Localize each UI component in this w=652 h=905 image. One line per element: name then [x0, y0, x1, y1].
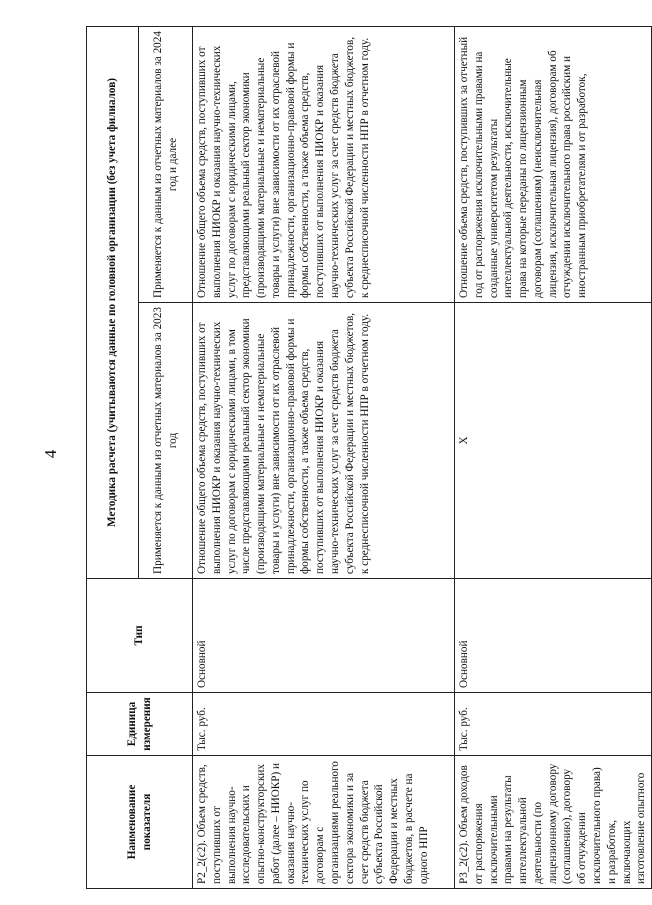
methodology-table	[86, 26, 652, 889]
row-type: Основной	[455, 579, 652, 693]
row-method-2024: Отношение общего объема средств, поступивших от выполнения НИОКР и оказания научно-технических услуг по договорам с юридическими лицами, представляющими реальный сектор экономики (производящими материальные и нематериальные товары и услуги) вне зависимости от их отраслевой принадлежности, организационно-правовой формы и формы собственности, а также объема средств, поступивших от выполнения НИОКР и оказания научно-технических услуг за счет средств бюджета субъекта Российской Федерации и местных бюджетов, к среднесписочной численности НПР в отчетном году.	[193, 26, 455, 302]
row-unit: Тыс. руб.	[455, 693, 652, 756]
row-method-2024: Отношение объема средств, поступивших за отчетный год от распоряжения исключительными правами на созданные университетом результаты интеллектуальной деятельности, исключительные права на которые переданы по лицензионным договорам (соглашениям) (неисключительная лицензия, исключительная лицензия), договорам об отчуждении исключительного права российским и иностранным приобретателям и от разработок,	[455, 26, 652, 302]
table-row	[193, 26, 455, 888]
row-type: Основной	[193, 579, 455, 693]
header-unit: Единица измерения	[87, 693, 193, 756]
row-method-2023: X	[455, 303, 652, 579]
header-2023: Применяется к данным из отчетных материалов за 2023 год	[139, 303, 193, 579]
header-method: Методика расчета (учитываются данные по головной организации (без учета филиалов)	[87, 26, 139, 578]
table-row	[455, 26, 652, 888]
header-name: Наименование показателя	[87, 756, 193, 889]
page-number: 4	[41, 449, 60, 459]
header-2024: Применяется к данным из отчетных материалов за 2024 год и далее	[139, 26, 193, 302]
row-name: Р2_2(с2). Объем средств, поступивших от выполнения научно-исследовательских и опытно-конструкторских работ (далее – НИОКР) и оказания научно-технических услуг по договорам с организациями реального сектора экономики и за счет средств бюджета субъекта Российской Федерации и местных бюджетов, в расчете на одного НПР	[193, 756, 455, 889]
rotated-table-page	[86, 27, 648, 889]
header-row	[87, 26, 139, 888]
row-method-2023: Отношение общего объема средств, поступивших от выполнения НИОКР и оказания научно-технических услуг по договорам с юридическими лицами, в том числе представляющими реальный сектор экономики (производящими материальные и нематериальные товары и услуги) вне зависимости от их отраслевой принадлежности, организационно-правовой формы и формы собственности, а также объема средств, поступивших от выполнения НИОКР и оказания научно-технических услуг за счет средств бюджета субъекта Российской Федерации и местных бюджетов, к среднесписочной численности НПР в отчетном году.	[193, 303, 455, 579]
row-name: Р3_2(с2). Объем доходов от распоряжения исключительными правами на результаты интеллектуальной деятельности (по лицензионному договору (соглашению), договору об отчуждении исключительного права) и разработок, включающих изготовление опытного	[455, 756, 652, 889]
header-type: Тип	[87, 579, 193, 693]
row-unit: Тыс. руб.	[193, 693, 455, 756]
